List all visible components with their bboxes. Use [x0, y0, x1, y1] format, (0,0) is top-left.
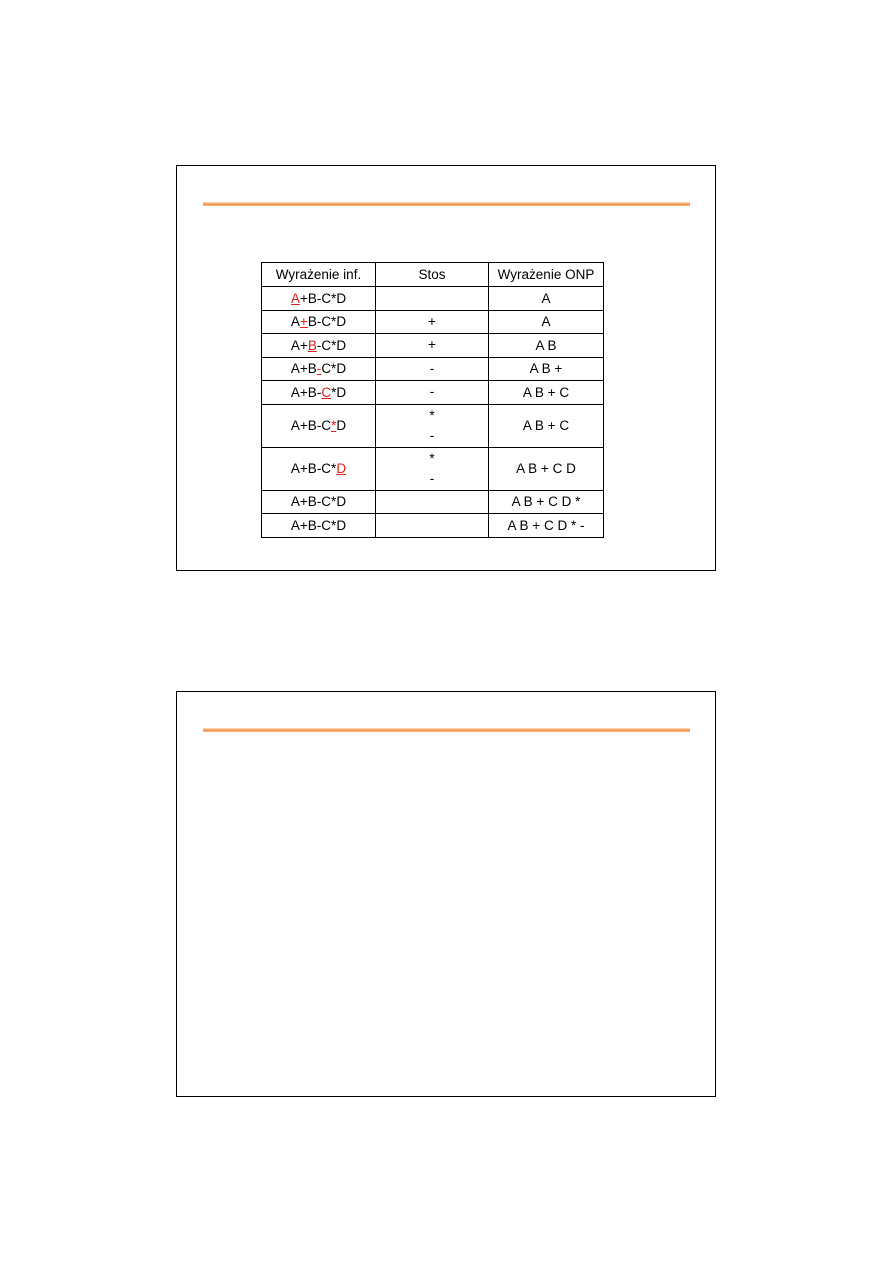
header-onp-expression: Wyrażenie ONP	[489, 263, 604, 287]
stack-cell	[376, 334, 489, 358]
stack-cell	[376, 381, 489, 405]
stack-item: +	[428, 337, 436, 353]
onp-expression-cell: A B	[489, 334, 604, 358]
header-infix-expression: Wyrażenie inf.	[262, 263, 376, 287]
stack-cell	[376, 310, 489, 334]
onp-expression-cell: A B + C	[489, 381, 604, 405]
infix-expression-cell	[262, 357, 376, 381]
expr-before: A+B-C	[290, 418, 332, 433]
slide-1	[176, 165, 716, 571]
onp-expression-cell: A B +	[489, 357, 604, 381]
stack-item: *	[429, 450, 435, 466]
expr-before: A+	[290, 337, 308, 353]
stack-item: *	[429, 407, 435, 423]
table-row	[262, 404, 604, 447]
expr-before: A	[290, 314, 300, 330]
expr-after: D	[336, 418, 347, 433]
table-row	[262, 447, 604, 490]
table-row	[262, 310, 604, 334]
infix-expression-cell	[262, 287, 376, 311]
expr-after: -C*D	[316, 337, 347, 353]
onp-expression-cell: A B + C	[489, 404, 604, 447]
infix-expression-cell	[262, 310, 376, 334]
table-row	[262, 357, 604, 381]
header-stack: Stos	[376, 263, 489, 287]
expr-before: A+B	[290, 361, 317, 377]
infix-expression-cell	[262, 447, 376, 490]
infix-expression-cell	[262, 334, 376, 358]
stack-cell	[376, 514, 489, 538]
stack-item: -	[429, 384, 435, 400]
current-token: B	[307, 337, 317, 353]
current-token: +	[299, 314, 308, 330]
table-header-row	[262, 263, 604, 287]
current-token: D	[336, 461, 347, 476]
table-row	[262, 490, 604, 514]
title-rule	[203, 728, 690, 732]
expr-after: *D	[331, 384, 347, 400]
table-row	[262, 514, 604, 538]
expr-before: A+B-C*	[290, 461, 337, 476]
onp-expression-cell: A	[489, 287, 604, 311]
table-row	[262, 381, 604, 405]
expr-before: A+B-C*D	[290, 517, 347, 533]
infix-expression-cell	[262, 381, 376, 405]
stack-cell	[376, 357, 489, 381]
infix-expression-cell	[262, 404, 376, 447]
expr-after: B-C*D	[307, 314, 347, 330]
table-row	[262, 287, 604, 311]
stack-item: -	[429, 360, 435, 376]
expr-after: +B-C*D	[299, 290, 347, 306]
stack-cell	[376, 490, 489, 514]
current-token: C	[321, 384, 332, 400]
onp-expression-cell: A B + C D	[489, 447, 604, 490]
stack-cell	[376, 447, 489, 490]
stack-cell	[376, 404, 489, 447]
onp-expression-cell: A B + C D *	[489, 490, 604, 514]
current-token: -	[316, 361, 322, 377]
current-token: A	[290, 290, 300, 306]
stack-item: -	[429, 470, 435, 486]
slide-2	[176, 691, 716, 1097]
onp-conversion-table	[261, 262, 604, 538]
table-row	[262, 334, 604, 358]
stack-item: +	[428, 313, 436, 329]
title-rule	[203, 202, 690, 206]
onp-expression-cell: A B + C D * -	[489, 514, 604, 538]
expr-before: A+B-	[290, 384, 322, 400]
infix-expression-cell	[262, 490, 376, 514]
stack-cell	[376, 287, 489, 311]
expr-after: C*D	[321, 361, 347, 377]
infix-expression-cell	[262, 514, 376, 538]
expr-before: A+B-C*D	[290, 494, 347, 510]
onp-expression-cell: A	[489, 310, 604, 334]
stack-item: -	[429, 427, 435, 443]
current-token: *	[331, 418, 337, 433]
